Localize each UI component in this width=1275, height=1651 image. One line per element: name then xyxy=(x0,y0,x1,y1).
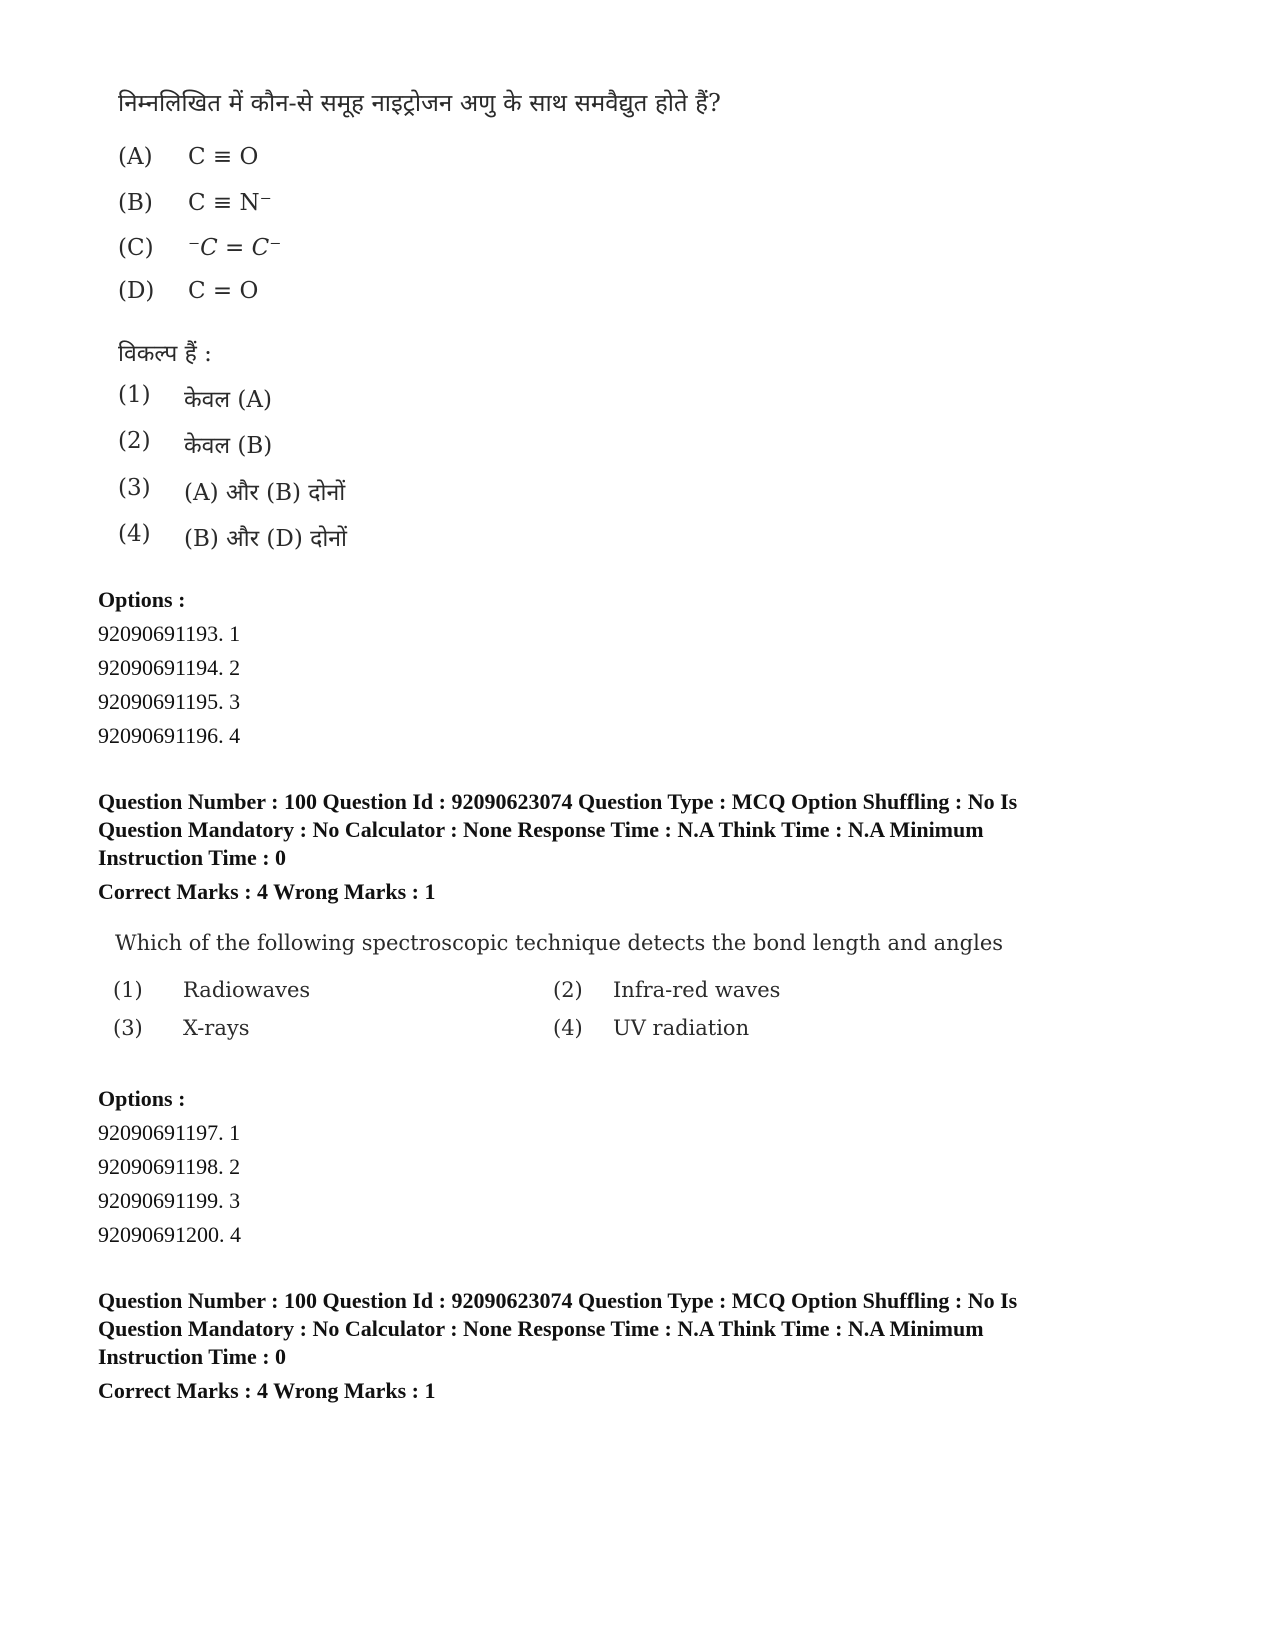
question-text-english: Which of the following spectroscopic technique detects the bond length and angles xyxy=(115,931,1004,955)
statement-text: ⁻C = C⁻ xyxy=(188,235,282,261)
meta-line: Question Mandatory : No Calculator : None Response Time : N.A Think Time : N.A Minimum xyxy=(98,1316,984,1341)
choice-label: (4) xyxy=(118,521,151,547)
choice-label: (2) xyxy=(118,428,151,454)
statement-text: C ≡ O xyxy=(188,144,259,170)
option-id: 92090691198. 2 xyxy=(98,1154,241,1179)
marks-line: Correct Marks : 4 Wrong Marks : 1 xyxy=(98,1378,436,1403)
option-id: 92090691196. 4 xyxy=(98,723,241,748)
option-id: 92090691193. 1 xyxy=(98,621,241,646)
option-id: 92090691199. 3 xyxy=(98,1188,241,1213)
choice-text: Radiowaves xyxy=(183,978,311,1002)
statement-label: (D) xyxy=(118,278,155,304)
choice-text: UV radiation xyxy=(613,1016,750,1040)
option-id: 92090691200. 4 xyxy=(98,1222,241,1247)
options-block xyxy=(98,1082,241,1252)
choice-text: X-rays xyxy=(183,1016,250,1040)
question-meta xyxy=(98,1287,1178,1405)
options-heading: Options : xyxy=(98,587,186,612)
meta-line: Instruction Time : 0 xyxy=(98,845,287,870)
choice-label: (3) xyxy=(118,475,151,501)
choice-label: (1) xyxy=(113,978,143,1002)
question-text-hindi: निम्नलिखित में कौन-से समूह नाइट्रोजन अणु के साथ समवैद्युत होते हैं? xyxy=(118,89,721,117)
options-heading: Options : xyxy=(98,1086,186,1111)
choice-text: (B) और (D) दोनों xyxy=(184,526,347,552)
meta-line: Question Number : 100 Question Id : 92090623074 Question Type : MCQ Option Shuffling : No Is xyxy=(98,1288,1018,1313)
option-id: 92090691197. 1 xyxy=(98,1120,241,1145)
option-id: 92090691194. 2 xyxy=(98,655,241,680)
meta-line: Question Number : 100 Question Id : 92090623074 Question Type : MCQ Option Shuffling : No Is xyxy=(98,789,1018,814)
statement-label: (C) xyxy=(118,235,154,261)
statement-label: (B) xyxy=(118,190,153,216)
choice-label: (2) xyxy=(553,978,583,1002)
choice-label: (3) xyxy=(113,1016,143,1040)
meta-line: Instruction Time : 0 xyxy=(98,1344,287,1369)
meta-line: Question Mandatory : No Calculator : None Response Time : N.A Think Time : N.A Minimum xyxy=(98,817,984,842)
statement-text: C = O xyxy=(188,278,259,304)
choices-heading-text: विकल्प हैं : xyxy=(118,341,212,367)
options-block xyxy=(98,583,240,753)
choice-text: केवल (B) xyxy=(184,433,273,459)
question-meta xyxy=(98,788,1178,906)
statement-text: C ≡ N⁻ xyxy=(188,190,272,216)
marks-line: Correct Marks : 4 Wrong Marks : 1 xyxy=(98,879,436,904)
choice-label: (1) xyxy=(118,382,151,408)
statement-label: (A) xyxy=(118,144,153,170)
choice-text: केवल (A) xyxy=(184,387,272,413)
choice-label: (4) xyxy=(553,1016,583,1040)
choice-text: (A) और (B) दोनों xyxy=(184,480,346,506)
choice-text: Infra-red waves xyxy=(613,978,781,1002)
option-id: 92090691195. 3 xyxy=(98,689,241,714)
